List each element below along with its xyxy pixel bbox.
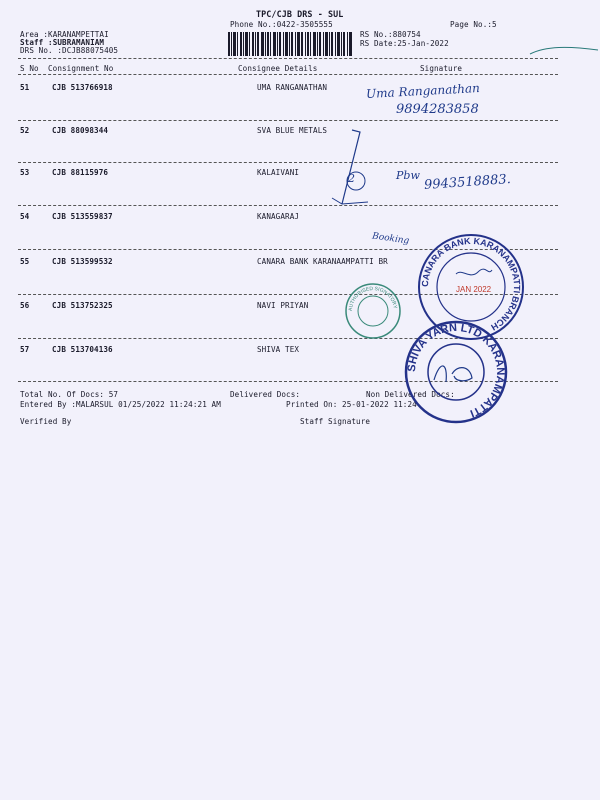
staff-signature-label: Staff Signature (300, 417, 371, 426)
area-label: Area :KARANAMPETTAI (20, 30, 109, 39)
row-consignee: CANARA BANK KARANAAMPATTI BR (257, 257, 388, 266)
row-consignment: CJB 88115976 (52, 168, 109, 177)
row-consignee: SHIVA TEX (257, 345, 300, 354)
delivered-docs: Delivered Docs: (230, 390, 301, 399)
row-consignment: CJB 513752325 (52, 301, 113, 310)
row-consignment: CJB 513766918 (52, 83, 113, 92)
shiva-yarn-stamp (396, 322, 516, 426)
signature-55-note: Booking (371, 231, 410, 247)
row-sno: 52 (20, 126, 30, 135)
divider (18, 74, 558, 75)
divider (18, 58, 558, 59)
row-consignment: CJB 513559837 (52, 212, 113, 221)
non-delivered-docs: Non Delivered Docs: (366, 390, 455, 399)
row-sno: 51 (20, 83, 30, 92)
row-consignee: KALAIVANI (257, 168, 300, 177)
signature-53-phone: 9943518883. (423, 171, 512, 194)
row-divider (18, 120, 558, 121)
row-divider (18, 205, 558, 206)
shiva-stamp-text: SHIVA YARN LTD KARANAMPATTI (405, 321, 507, 420)
report-title: TPC/CJB DRS - SUL (256, 9, 344, 19)
row-consignment: CJB 513599532 (52, 257, 113, 266)
page-number: Page No.:5 (450, 20, 497, 29)
staff-label: Staff :SUBRAMANIAM (20, 38, 105, 47)
column-consignee: Consignee Details (238, 64, 318, 73)
row-consignee: NAVI PRIYAN (257, 301, 309, 310)
canara-stamp-text: CANARA BANK KARANAMPATTI BRANCH (419, 235, 523, 333)
row-consignment: CJB 88098344 (52, 126, 109, 135)
printed-on: Printed On: 25-01-2022 11:24 (286, 400, 417, 409)
row-sno: 53 (20, 168, 30, 177)
row-sno: 57 (20, 345, 30, 354)
small-stamp-text: AUTHORISED SIGNATORY (347, 285, 398, 312)
row-consignee: UMA RANGANATHAN (257, 83, 328, 92)
entered-by: Entered By :MALARSUL 01/25/2022 11:24:21 AM (20, 400, 221, 409)
signature-53-initials: Pbw (396, 169, 420, 182)
row-consignment: CJB 513704136 (52, 345, 113, 354)
row-divider (18, 162, 558, 163)
signature-51-name: Uma Ranganathan (365, 81, 481, 101)
small-round-stamp (344, 282, 402, 340)
signature-51-phone: 9894283858 (396, 102, 479, 117)
row-consignee: KANAGARAJ (257, 212, 300, 221)
phone-number: Phone No.:0422-3505555 (230, 20, 333, 29)
row-sno: 56 (20, 301, 30, 310)
canara-stamp-date: JAN 2022 (456, 285, 492, 294)
rs-date: RS Date:25-Jan-2022 (360, 39, 449, 48)
column-signature: Signature (420, 64, 463, 73)
rs-number: RS No.:880754 (360, 30, 421, 39)
total-docs: Total No. Of Docs: 57 (20, 390, 119, 399)
signature-52-number: 2 (348, 172, 355, 185)
drs-number: DRS No. :DCJB88075405 (20, 46, 119, 55)
column-sno: S No (20, 64, 39, 73)
barcode (228, 32, 352, 56)
row-sno: 54 (20, 212, 30, 221)
verified-by: Verified By (20, 417, 72, 426)
row-consignee: SVA BLUE METALS (257, 126, 328, 135)
corner-pen-stroke (528, 44, 600, 58)
column-consignment: Consignment No (48, 64, 114, 73)
row-sno: 55 (20, 257, 30, 266)
signature-52-mark (330, 126, 380, 210)
